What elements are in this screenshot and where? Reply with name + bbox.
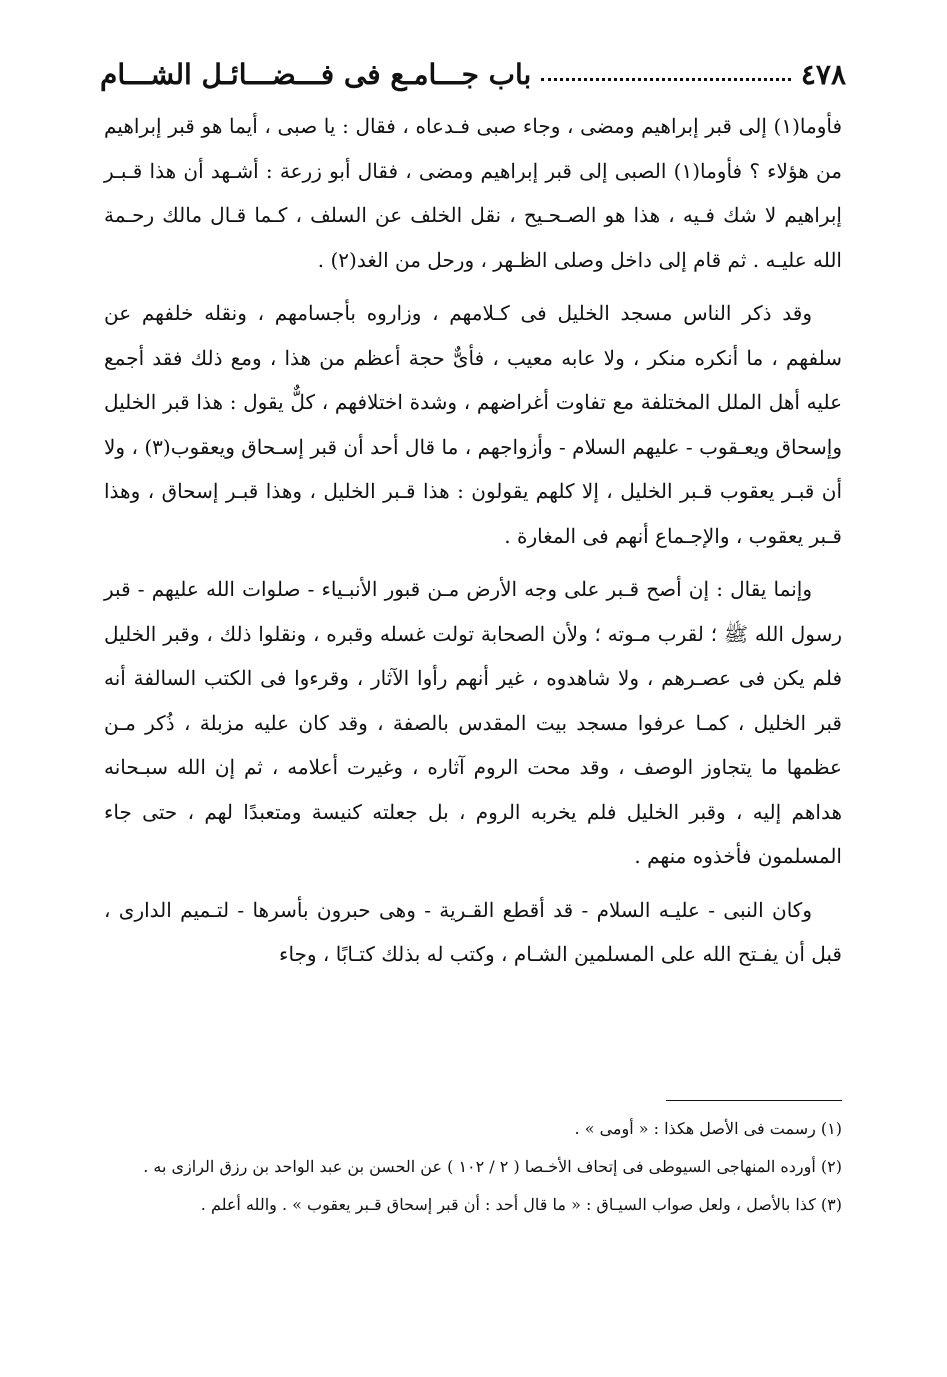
main-text: [104, 104, 842, 986]
footnote-1: (١) رسمت فى الأصل هكذا : « أومى » .: [574, 1119, 842, 1138]
page-number: ٤٧٨: [800, 57, 846, 91]
chapter-title: باب جـــامـع فى فـــضـــائـل الشـــام: [100, 57, 532, 91]
header-dotted-leader: [541, 68, 791, 81]
footnote-2: (٢) أورده المنهاجى السيوطى فى إتحاف الأخـصا ( ٢ / ١٠٢ ) عن الحسن بن عبد الواحد بن رزق الرازى به .: [143, 1157, 842, 1176]
footnote-3: (٣) كذا بالأصل ، ولعل صواب السيـاق : « ما قال أحد : أن قبر إسحاق قـبر يعقوب » . والله أعلم .: [200, 1195, 842, 1214]
running-header: [100, 52, 846, 96]
paragraph-2: وقد ذكر الناس مسجد الخليل فى كـلامهم ، وزاروه بأجسامهم ، ونقله خلفهم عن سلفهم ، ما أنكره منكر ، ولا عابه معيب ، فأىٌّ حجة أعظم من هذا ، ومع ذلك فقد أجمع عليه أهل الملل المختلفة مع تفاوت أغراضهم ، وشدة اختلافهم ، كلٌّ يقول : هذا قبر الخليل وإسحاق ويعـقوب - عليهم السلام - وأزواجهم ، ما قال أحد أن قبر إسـحاق ويعقوب(٣) ، ولا أن قبـر يعقوب قـبر الخليل ، إلا كلهم يقولون : هذا قـبر الخليل ، وهذا قبـر إسحاق ، وهذا قـبر يعقوب ، والإجـماع أنهم فى المغارة .: [104, 301, 842, 548]
paragraph-1: فأوما(١) إلى قبر إبراهيم ومضى ، وجاء صبى فـدعاه ، فقال : يا صبى ، أيما هو قبر إبراهيم من هؤلاء ؟ فأوما(١) الصبى إلى قبر إبراهيم ومضى ، فقال أبو زرعة : أشـهد أن هذا قـبـر إبراهيم لا شك فـيه ، هذا هو الصـحـيح ، نقل الخلف عن السلف ، كـما قـال مالك رحـمة الله عليـه . ثم قام إلى داخل وصلى الظـهر ، ورحل من الغد(٢) .: [104, 114, 842, 272]
paragraph-3: وإنما يقال : إن أصح قـبر على وجه الأرض مـن قبور الأنبـياء - صلوات الله عليهم - قبر رسول الله ﷺ ؛ لقرب مـوته ؛ ولأن الصحابة تولت غسله وقبره ، ونقلوا ذلك ، وقبر الخليل فلم يكن فى عصـرهم ، ولا شاهدوه ، غير أنهم رأوا الآثار ، وقرءوا فى الكتب السالفة أنه قبر الخليل ، كمـا عرفوا مسجد بيت المقدس بالصفة ، وقد كان عليه مزبلة ، ذُكر مـن عظمها ما يتجاوز الوصف ، وقد محت الروم آثاره ، وغيرت أعلامه ، ثم إن الله سبـحانه هداهم إليه ، وقبر الخليل فلم يخربه الروم ، بل جعلته كنيسة ومتعبدًا لهم ، حتى جاء المسلمون فأخذوه منهم .: [104, 577, 842, 868]
footnote-separator: [666, 1100, 842, 1101]
paragraph-4: وكان النبى - عليـه السلام - قد أقطع القـرية - وهى حبرون بأسرها - لتـميم الدارى ، قبل أن يفـتح الله على المسلمين الشـام ، وكتب له بذلك كتـابًا ، وجاء: [104, 897, 842, 966]
footnotes: [104, 1112, 842, 1226]
